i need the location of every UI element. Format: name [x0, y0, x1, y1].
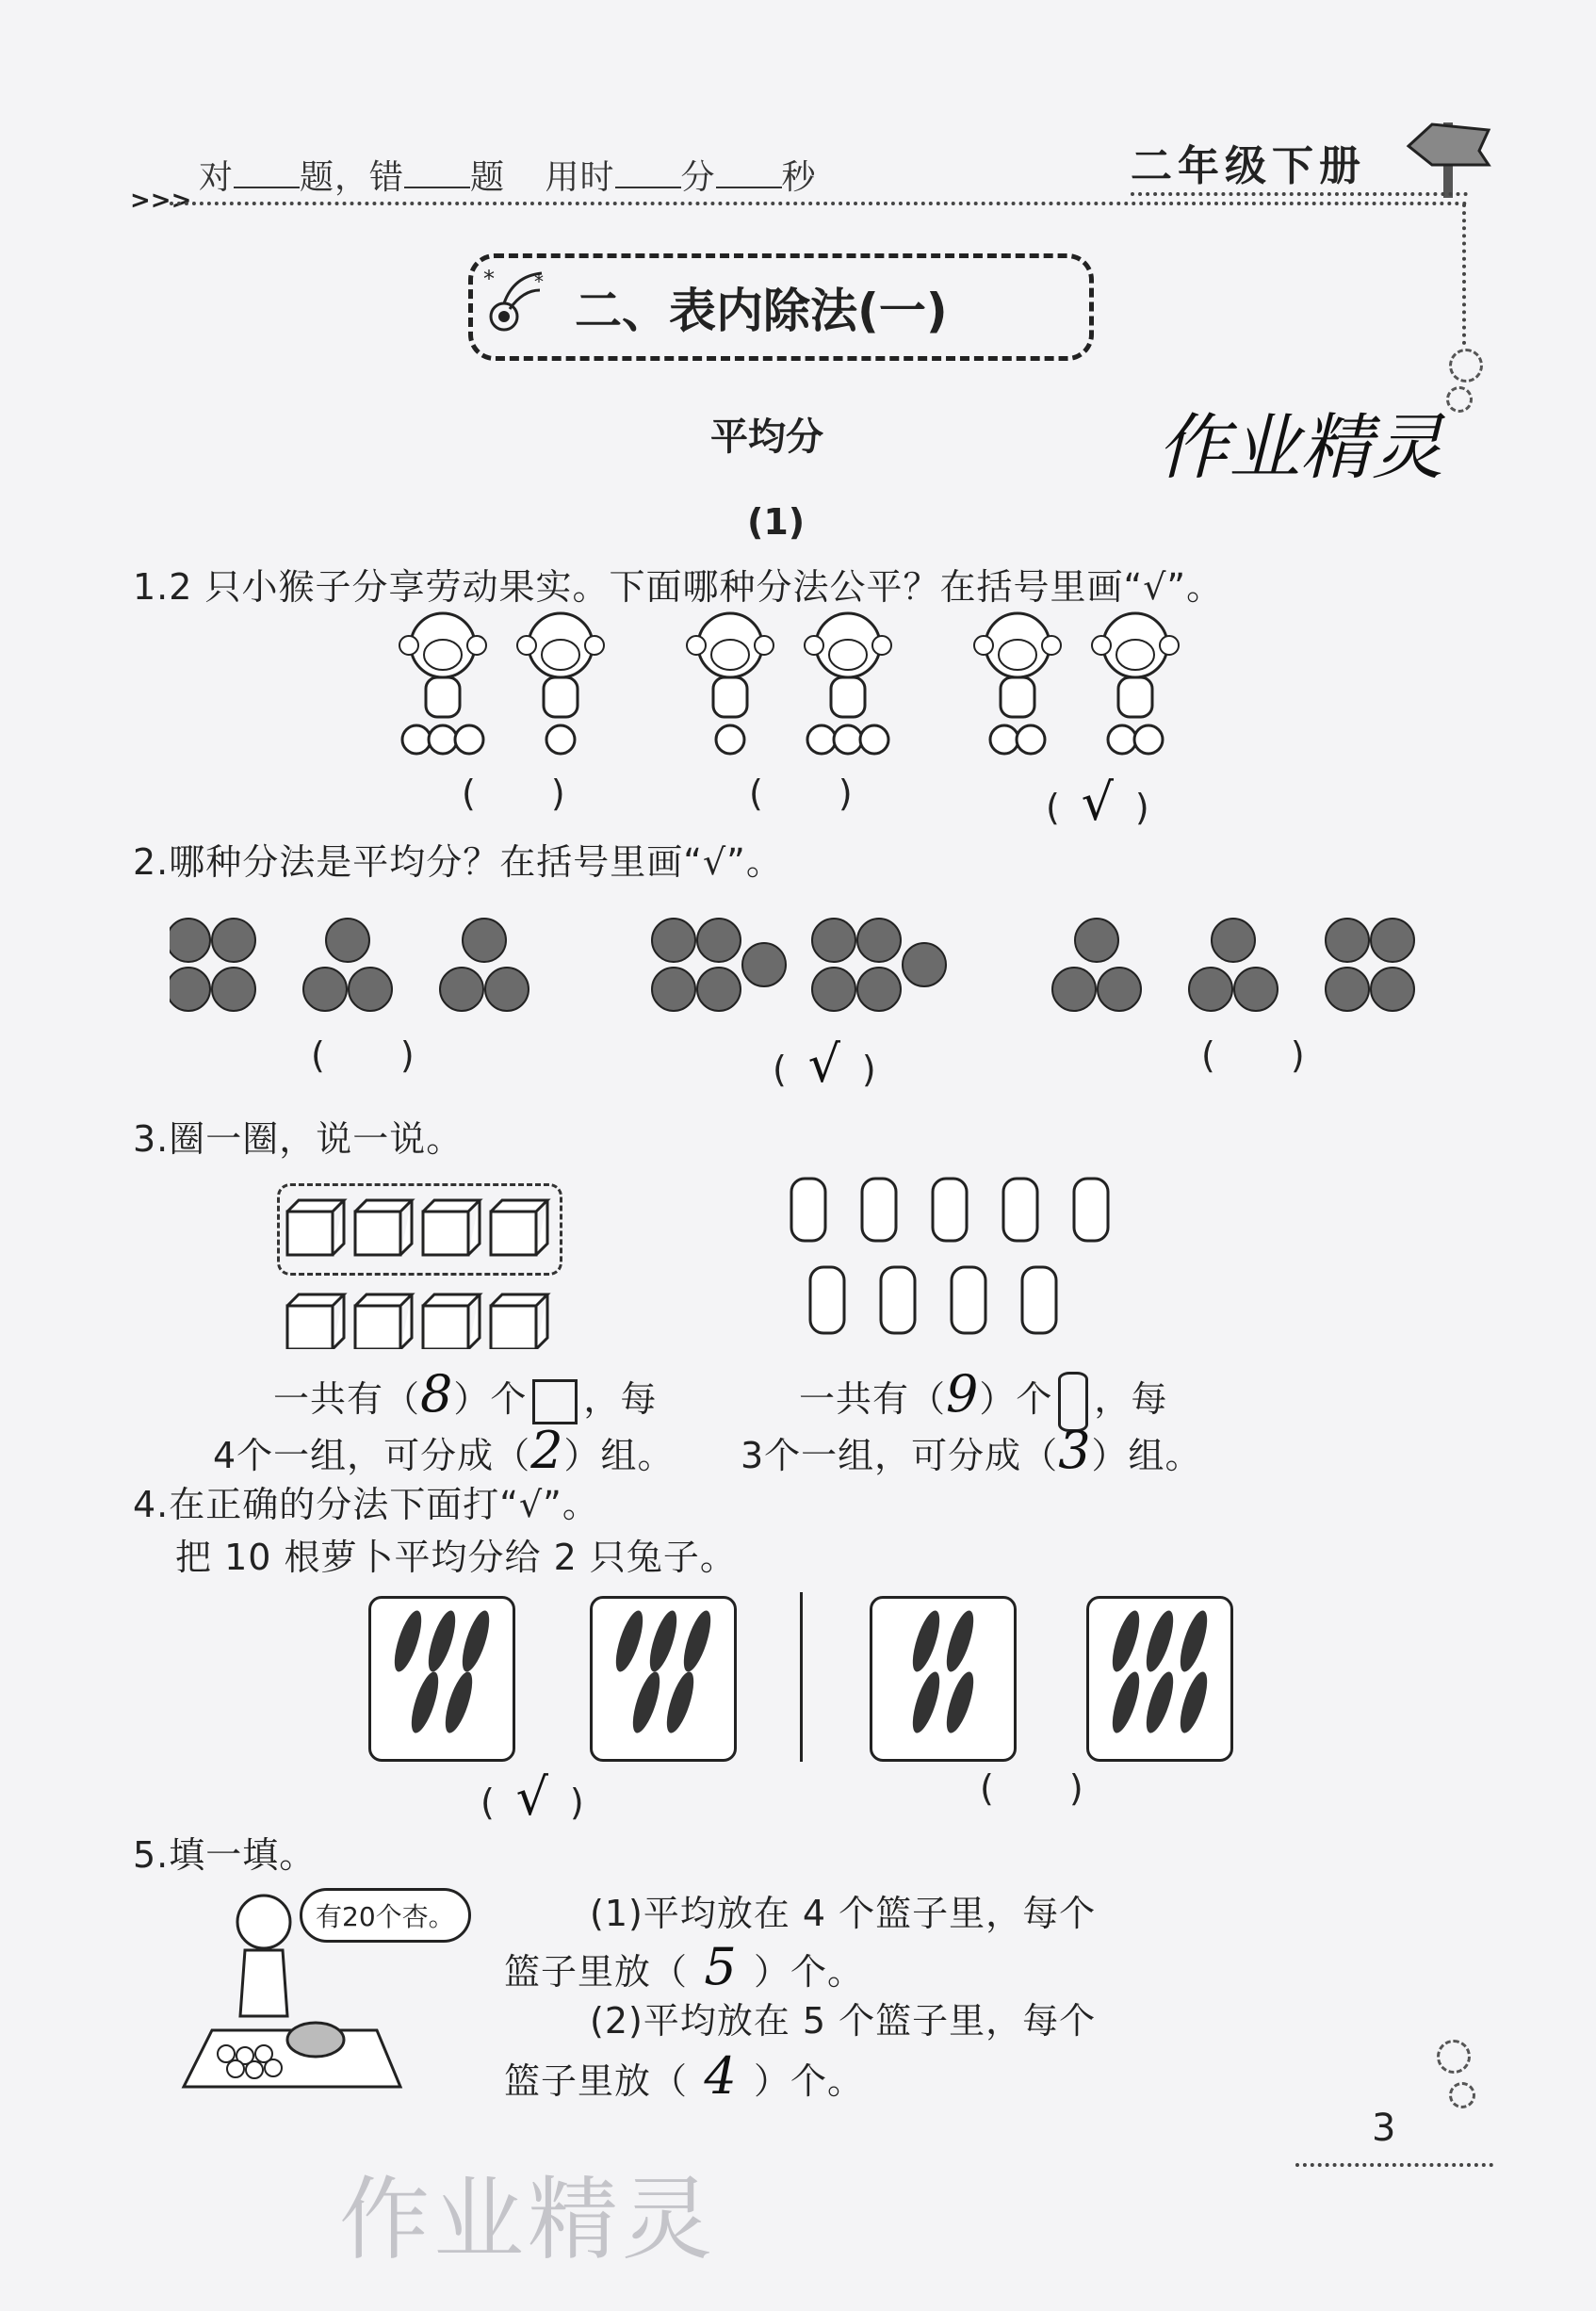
- dot: [212, 919, 255, 962]
- speech-bubble: 有20个杏。: [300, 1888, 471, 1943]
- monkey-ear: [517, 636, 536, 655]
- peach: [1017, 725, 1045, 754]
- cube: [491, 1294, 547, 1349]
- peach: [860, 725, 888, 754]
- monkey-body: [1118, 677, 1152, 717]
- question-1: 1.2 只小猴子分享劳动果实。下面哪种分法公平？在括号里画“√”。: [133, 566, 1224, 608]
- monkey-ear: [872, 636, 891, 655]
- dot: [440, 968, 483, 1011]
- dot: [857, 919, 901, 962]
- cylinder: [881, 1267, 915, 1333]
- spiral-icon: [1449, 2082, 1475, 2108]
- dot: [349, 968, 392, 1011]
- dot: [1098, 968, 1141, 1011]
- dot: [212, 968, 255, 1011]
- monkeys-illustration: [377, 608, 1244, 773]
- dot: [1371, 968, 1414, 1011]
- cylinder: [1003, 1179, 1037, 1241]
- carrot: [941, 1608, 979, 1675]
- footer-divider: [1295, 2163, 1493, 2167]
- dot: [1052, 968, 1096, 1011]
- cube-icon: [532, 1379, 578, 1424]
- cube: [287, 1294, 344, 1349]
- monkey-body: [544, 677, 578, 717]
- dot: [812, 968, 855, 1011]
- handwritten-mark: 作业精灵: [1157, 405, 1443, 489]
- dot: [485, 968, 529, 1011]
- carrot: [611, 1608, 648, 1675]
- monkey-body: [426, 677, 460, 717]
- dot: [1326, 919, 1369, 962]
- cylinder: [933, 1179, 967, 1241]
- cylinder: [1074, 1179, 1108, 1241]
- cylinder: [952, 1267, 985, 1333]
- q5-part1-line1: (1)平均放在 4 个篮子里，每个: [590, 1893, 1097, 1934]
- carrots: [1089, 1599, 1230, 1759]
- answer-bracket[interactable]: ( ): [749, 773, 853, 814]
- cubes-illustration: [283, 1189, 565, 1349]
- cylinders-illustration: [782, 1173, 1131, 1343]
- monkey-ear: [585, 636, 604, 655]
- carrots: [872, 1599, 1014, 1759]
- spiral-icon: [1449, 349, 1483, 382]
- carrots: [371, 1599, 513, 1759]
- peach: [402, 725, 431, 754]
- peach: [807, 725, 836, 754]
- dot: [1371, 919, 1414, 962]
- monkey-ear: [1160, 636, 1179, 655]
- dot: [1212, 919, 1255, 962]
- carrot-box: [368, 1596, 515, 1762]
- dot: [463, 919, 506, 962]
- answer-count-left[interactable]: 8: [420, 1364, 454, 1424]
- cube: [355, 1294, 412, 1349]
- answer-mark: √: [807, 1034, 841, 1094]
- carrot: [941, 1669, 979, 1736]
- arrow-icon: >>>: [130, 187, 192, 215]
- cube: [491, 1200, 547, 1255]
- carrot: [406, 1669, 444, 1736]
- svg-text:*: *: [483, 266, 495, 292]
- carrot: [678, 1608, 716, 1675]
- q3-right-line2: 3个一组，可分成（3）组。: [741, 1421, 1202, 1480]
- cube: [423, 1200, 480, 1255]
- cube: [287, 1200, 344, 1255]
- carrot: [1141, 1669, 1179, 1736]
- spiral-icon: [1446, 386, 1473, 413]
- cylinder: [1022, 1267, 1056, 1333]
- monkey-ear: [399, 636, 418, 655]
- q3-left-line1: 一共有（8）个 ，每: [273, 1364, 658, 1424]
- cylinder: [791, 1179, 825, 1241]
- carrot: [644, 1608, 682, 1675]
- cube: [355, 1200, 412, 1255]
- answer-count-right[interactable]: 9: [946, 1364, 980, 1424]
- carrot: [661, 1669, 699, 1736]
- section-title: 平均分: [710, 415, 823, 459]
- lesson-number: (1): [747, 501, 806, 543]
- answer-groups-left[interactable]: 2: [530, 1421, 564, 1480]
- carrot: [1107, 1669, 1145, 1736]
- divider: [800, 1592, 803, 1762]
- carrot-box: [590, 1596, 737, 1762]
- dot: [1075, 919, 1118, 962]
- peach: [716, 725, 744, 754]
- carrot: [389, 1608, 427, 1675]
- grade-label: 二年级下册: [1131, 142, 1366, 190]
- monkey-ear: [805, 636, 823, 655]
- dots-illustration: [170, 914, 1470, 1027]
- answer-bracket[interactable]: ( √ ): [773, 1034, 876, 1094]
- dot: [652, 968, 695, 1011]
- page-number: 3: [1372, 2107, 1396, 2150]
- question-4-subtext: 把 10 根萝卜平均分给 2 只兔子。: [175, 1537, 737, 1578]
- flower-icon: [476, 262, 551, 347]
- peach: [1108, 725, 1136, 754]
- margin-dotted-line: [1462, 203, 1466, 345]
- dot: [742, 943, 786, 986]
- peach: [1134, 725, 1163, 754]
- answer-mark: √: [1081, 773, 1115, 832]
- question-2: 2.哪种分法是平均分？在括号里画“√”。: [133, 841, 783, 883]
- carrot: [907, 1608, 945, 1675]
- chapter-title: 二、表内除法(一): [575, 284, 948, 338]
- monkey-ear: [1092, 636, 1111, 655]
- answer-bracket[interactable]: ( ): [980, 1767, 1083, 1809]
- dot: [170, 919, 210, 962]
- carrot: [423, 1608, 461, 1675]
- dot: [903, 943, 946, 986]
- grade-underline: [1131, 192, 1468, 196]
- spiral-icon: [1437, 2040, 1471, 2074]
- peach: [455, 725, 483, 754]
- answer-bracket[interactable]: ( ): [1201, 1034, 1305, 1076]
- cylinder: [862, 1179, 896, 1241]
- monkey-ear: [755, 636, 774, 655]
- monkey-ear: [1042, 636, 1061, 655]
- dot: [1234, 968, 1278, 1011]
- carrot: [627, 1669, 665, 1736]
- dot: [812, 919, 855, 962]
- monkey-face: [711, 640, 749, 670]
- monkey-ear: [974, 636, 993, 655]
- answer-part1[interactable]: 5: [704, 1937, 738, 1996]
- dot: [857, 968, 901, 1011]
- answer-bracket[interactable]: ( √ ): [1046, 773, 1149, 832]
- answer-part2[interactable]: 4: [704, 2046, 738, 2106]
- cube: [423, 1294, 480, 1349]
- dot: [1189, 968, 1232, 1011]
- answer-groups-right[interactable]: 3: [1058, 1421, 1092, 1480]
- question-4: 4.在正确的分法下面打“√”。: [133, 1484, 599, 1525]
- q3-right-line1: 一共有（9）个 ，每: [799, 1364, 1167, 1432]
- monkey-ear: [467, 636, 486, 655]
- svg-text:*: *: [534, 270, 544, 293]
- monkey-face: [1116, 640, 1154, 670]
- header-divider: [170, 202, 1468, 205]
- dot: [697, 968, 741, 1011]
- monkey-face: [424, 640, 462, 670]
- dot: [652, 919, 695, 962]
- carrot: [1175, 1608, 1213, 1675]
- monkey-body: [831, 677, 865, 717]
- monkey-ear: [687, 636, 706, 655]
- peach: [990, 725, 1018, 754]
- question-3: 3.圈一圈，说一说。: [133, 1118, 464, 1160]
- q5-part2-line2: 篮子里放（ 4 ）个。: [504, 2046, 865, 2106]
- peach: [429, 725, 457, 754]
- dot: [1326, 968, 1369, 1011]
- dot: [326, 919, 369, 962]
- carrots: [593, 1599, 734, 1759]
- score-line: 对 题，错 题 用时 分 秒: [199, 158, 817, 197]
- monkey-face: [542, 640, 579, 670]
- watermark: 作业精灵: [339, 2167, 716, 2272]
- peach: [546, 725, 575, 754]
- dot: [303, 968, 347, 1011]
- answer-bracket[interactable]: ( ): [311, 1034, 415, 1076]
- carrot: [1175, 1669, 1213, 1736]
- q5-part2-line1: (2)平均放在 5 个篮子里，每个: [590, 2000, 1097, 2042]
- question-5: 5.填一填。: [133, 1834, 317, 1876]
- carrot: [457, 1608, 495, 1675]
- cylinder: [810, 1267, 844, 1333]
- monkey-body: [1001, 677, 1034, 717]
- monkey-face: [829, 640, 867, 670]
- carrot-box: [1086, 1596, 1233, 1762]
- carrot: [440, 1669, 478, 1736]
- dot: [697, 919, 741, 962]
- carrot: [907, 1669, 945, 1736]
- carrot: [1141, 1608, 1179, 1675]
- peach: [834, 725, 862, 754]
- carrot-box: [870, 1596, 1017, 1762]
- carrot: [1107, 1608, 1145, 1675]
- dot: [170, 968, 210, 1011]
- monkey-face: [999, 640, 1036, 670]
- q5-part1-line2: 篮子里放（ 5 ）个。: [504, 1937, 865, 1996]
- answer-bracket[interactable]: ( √ ): [480, 1767, 584, 1827]
- monkey-body: [713, 677, 747, 717]
- signpost-icon: [1404, 113, 1498, 198]
- q3-left-line2: 4个一组，可分成（2）组。: [213, 1421, 675, 1480]
- answer-bracket[interactable]: ( ): [462, 773, 565, 814]
